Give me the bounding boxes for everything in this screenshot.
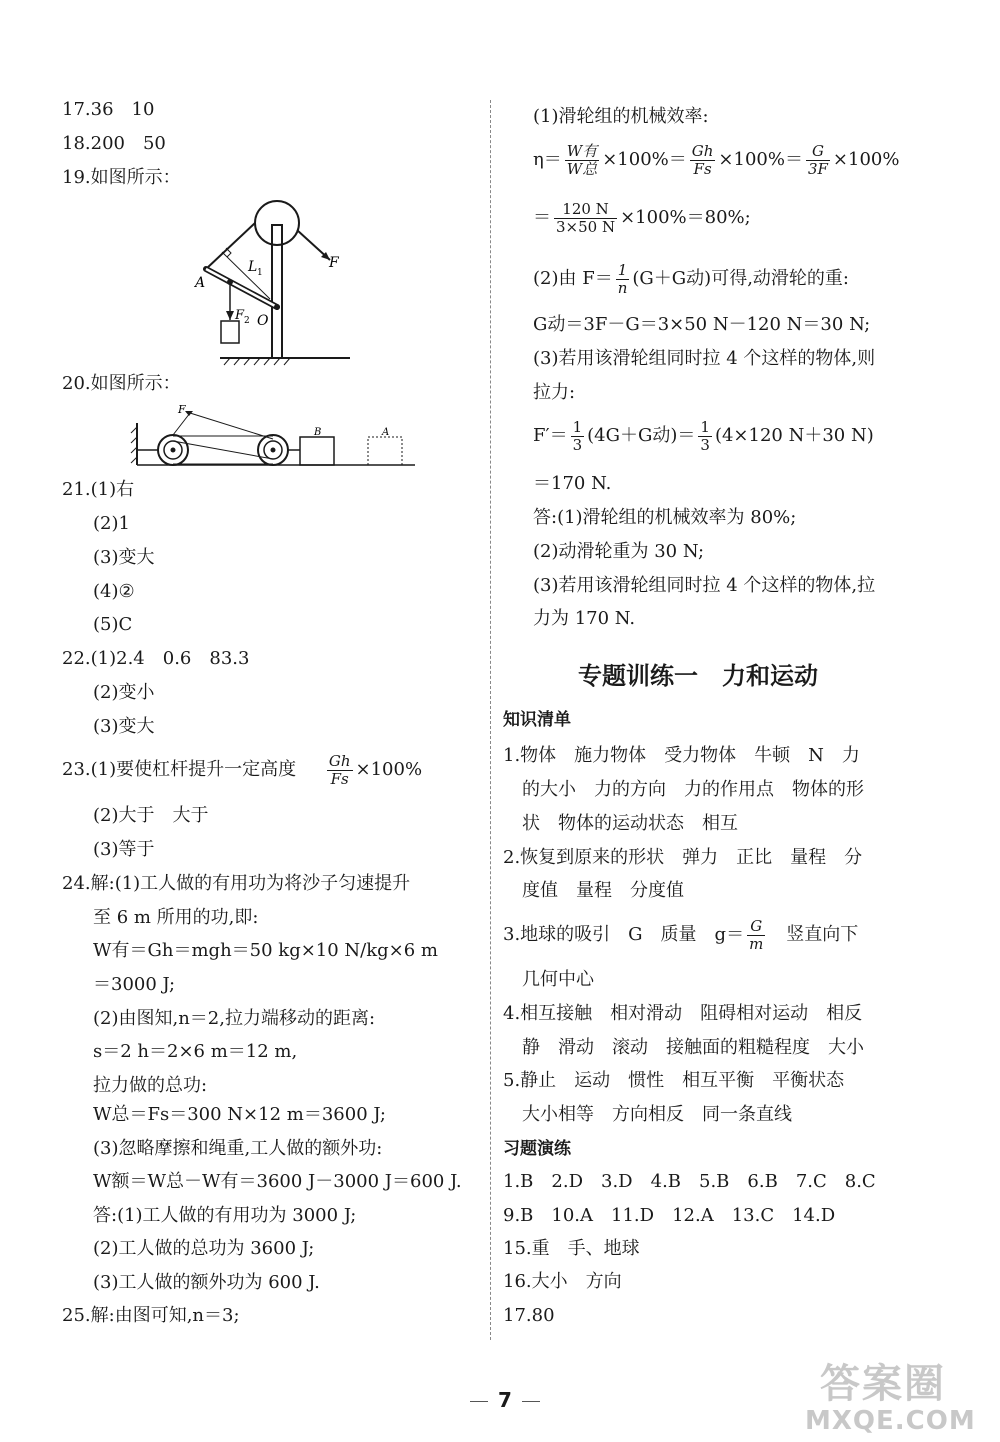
exercise-heading: 习题演练 bbox=[503, 1139, 571, 1159]
answer-24-line-12: (2)工人做的总功为 3600 J; bbox=[93, 1238, 315, 1259]
solution-25-line-10: (3)若用该滑轮组同时拉 4 个这样的物体,拉 bbox=[533, 575, 876, 596]
label-F2: F bbox=[235, 308, 245, 323]
watermark-logo: 答案圈 bbox=[820, 1361, 946, 1407]
solution-25-line-11: 力为 170 N. bbox=[533, 608, 636, 629]
answer-23-tail: ×100% bbox=[355, 759, 423, 780]
solution-25-part-2: (2)由 F＝ $\frac{1}{n}$ (G＋G动)可得,动滑轮的重: bbox=[533, 260, 849, 297]
knowledge-3: 3.地球的吸引 G 质量 g＝ $\frac{G}{m}$ 竖直向下 bbox=[503, 916, 859, 953]
knowledge-3-line-2: 几何中心 bbox=[522, 969, 594, 990]
knowledge-4-line-2: 静 滑动 滚动 接触面的粗糙程度 大小 bbox=[522, 1037, 864, 1058]
answer-21-3: (3)变大 bbox=[93, 547, 155, 568]
page-number: 7 bbox=[460, 1388, 550, 1412]
exercise-answer-17: 17.80 bbox=[503, 1305, 555, 1326]
figure-19-lever-diagram bbox=[190, 195, 360, 370]
answer-23-text: 23.(1)要使杠杆提升一定高度 bbox=[62, 759, 297, 780]
efficiency-formula: η＝ $\frac{\text{W有}}{\text{W总}}$ ×100%＝ $\frac{Gh}{Fs}$ ×100%＝ $\frac{G}{3F}$ ×100% bbox=[533, 141, 900, 178]
label-point-A: A bbox=[195, 275, 206, 291]
solution-25-line-9: (2)动滑轮重为 30 N; bbox=[533, 541, 705, 562]
efficiency-result: ＝ $\frac{120 N}{3\times 50 N}$ ×100%＝80%; bbox=[533, 199, 751, 236]
knowledge-5-line-1: 5.静止 运动 惯性 相互平衡 平衡状态 bbox=[503, 1070, 845, 1091]
solution-25-line-5: 拉力: bbox=[533, 382, 576, 403]
knowledge-4-line-1: 4.相互接触 相对滑动 阻碍相对运动 相反 bbox=[503, 1003, 863, 1024]
answer-24-line-5: (2)由图知,n＝2,拉力端移动的距离: bbox=[93, 1008, 376, 1029]
knowledge-1-line-3: 状 物体的运动状态 相互 bbox=[522, 813, 738, 834]
answer-24-line-6: s＝2 h＝2×6 m＝12 m, bbox=[93, 1041, 298, 1062]
answer-23-1 bbox=[62, 748, 422, 792]
answer-22-3: (3)变大 bbox=[93, 716, 155, 737]
solution-25-line-7: ＝170 N. bbox=[533, 473, 612, 494]
answer-22-2: (2)变小 bbox=[93, 682, 155, 703]
answer-25: 25.解:由图可知,n＝3; bbox=[62, 1305, 240, 1326]
answer-24-line-11: 答:(1)工人做的有用功为 3000 J; bbox=[93, 1205, 357, 1226]
answer-21-2: (2)1 bbox=[93, 513, 130, 534]
answer-22-1: 22.(1)2.4 0.6 83.3 bbox=[62, 648, 250, 669]
label-block-B: B bbox=[314, 427, 322, 438]
answer-19: 19.如图所示： bbox=[62, 167, 181, 188]
answer-24-line-7: 拉力做的总功: bbox=[93, 1075, 208, 1096]
answer-24-line-3: W有＝Gh＝mgh＝50 kg×10 N/kg×6 m bbox=[93, 940, 438, 961]
fraction-gh-fs: $\frac{Gh}{Fs}$ bbox=[328, 751, 351, 788]
answer-23-3: (3)等于 bbox=[93, 839, 155, 860]
exercise-answers-1: 1.B 2.D 3.D 4.B 5.B 6.B 7.C 8.C bbox=[503, 1171, 876, 1192]
knowledge-5-line-2: 大小相等 方向相反 同一条直线 bbox=[522, 1104, 792, 1125]
solution-25-line-4: (3)若用该滑轮组同时拉 4 个这样的物体,则 bbox=[533, 348, 876, 369]
answer-24-line-8: W总＝Fs＝300 N×12 m＝3600 J; bbox=[93, 1104, 386, 1125]
section-title: 专题训练一 力和运动 bbox=[578, 662, 818, 690]
answer-20: 20.如图所示： bbox=[62, 373, 181, 394]
pull-force-formula: F′＝ $\frac{1}{3}$ (4G＋G动)＝ $\frac{1}{3}$ (4×120 N＋30 N) bbox=[533, 417, 874, 454]
knowledge-2-line-2: 度值 量程 分度值 bbox=[522, 880, 684, 901]
label-point-O: O bbox=[257, 313, 269, 329]
knowledge-2-line-1: 2.恢复到原来的形状 弹力 正比 量程 分 bbox=[503, 847, 863, 868]
label-force-F: F bbox=[329, 255, 339, 271]
exercise-answers-2: 9.B 10.A 11.D 12.A 13.C 14.D bbox=[503, 1205, 836, 1226]
label-block-A: A bbox=[382, 427, 390, 438]
solution-25-line-1: (1)滑轮组的机械效率: bbox=[533, 106, 709, 127]
label-F2-sub: 2 bbox=[244, 316, 250, 326]
answer-18: 18.200 50 bbox=[62, 133, 166, 154]
answer-21-1: 21.(1)右 bbox=[62, 479, 135, 500]
answer-24-line-1: 24.解:(1)工人做的有用功为将沙子匀速提升 bbox=[62, 873, 411, 894]
answer-24-line-9: (3)忽略摩擦和绳重,工人做的额外功: bbox=[93, 1138, 383, 1159]
answer-23-2: (2)大于 大于 bbox=[93, 805, 209, 826]
answer-24-line-4: ＝3000 J; bbox=[93, 974, 176, 995]
knowledge-1-line-2: 的大小 力的方向 力的作用点 物体的形 bbox=[522, 779, 864, 800]
exercise-answer-16: 16.大小 方向 bbox=[503, 1271, 622, 1292]
answer-17: 17.36 10 bbox=[62, 99, 155, 120]
column-divider bbox=[490, 100, 491, 1340]
knowledge-1-line-1: 1.物体 施力物体 受力物体 牛顿 N 力 bbox=[503, 745, 860, 766]
answer-21-4: (4)② bbox=[93, 581, 135, 602]
solution-25-line-3: G动＝3F－G＝3×50 N－120 N＝30 N; bbox=[533, 314, 871, 335]
answer-24-line-10: W额＝W总－W有＝3600 J－3000 J＝600 J. bbox=[93, 1171, 462, 1192]
figure-20-pulley-diagram bbox=[130, 403, 420, 473]
label-force-F: F bbox=[178, 403, 186, 416]
solution-25-line-8: 答:(1)滑轮组的机械效率为 80%; bbox=[533, 507, 797, 528]
label-L1: L bbox=[248, 259, 258, 275]
answer-24-line-13: (3)工人做的额外功为 600 J. bbox=[93, 1272, 320, 1293]
watermark-url: MXQE.COM bbox=[805, 1406, 976, 1436]
knowledge-heading: 知识清单 bbox=[503, 710, 571, 730]
answer-21-5: (5)C bbox=[93, 614, 133, 635]
answer-24-line-2: 至 6 m 所用的功,即: bbox=[93, 907, 259, 928]
label-L1-sub: 1 bbox=[257, 268, 263, 278]
exercise-answer-15: 15.重 手、地球 bbox=[503, 1238, 640, 1259]
